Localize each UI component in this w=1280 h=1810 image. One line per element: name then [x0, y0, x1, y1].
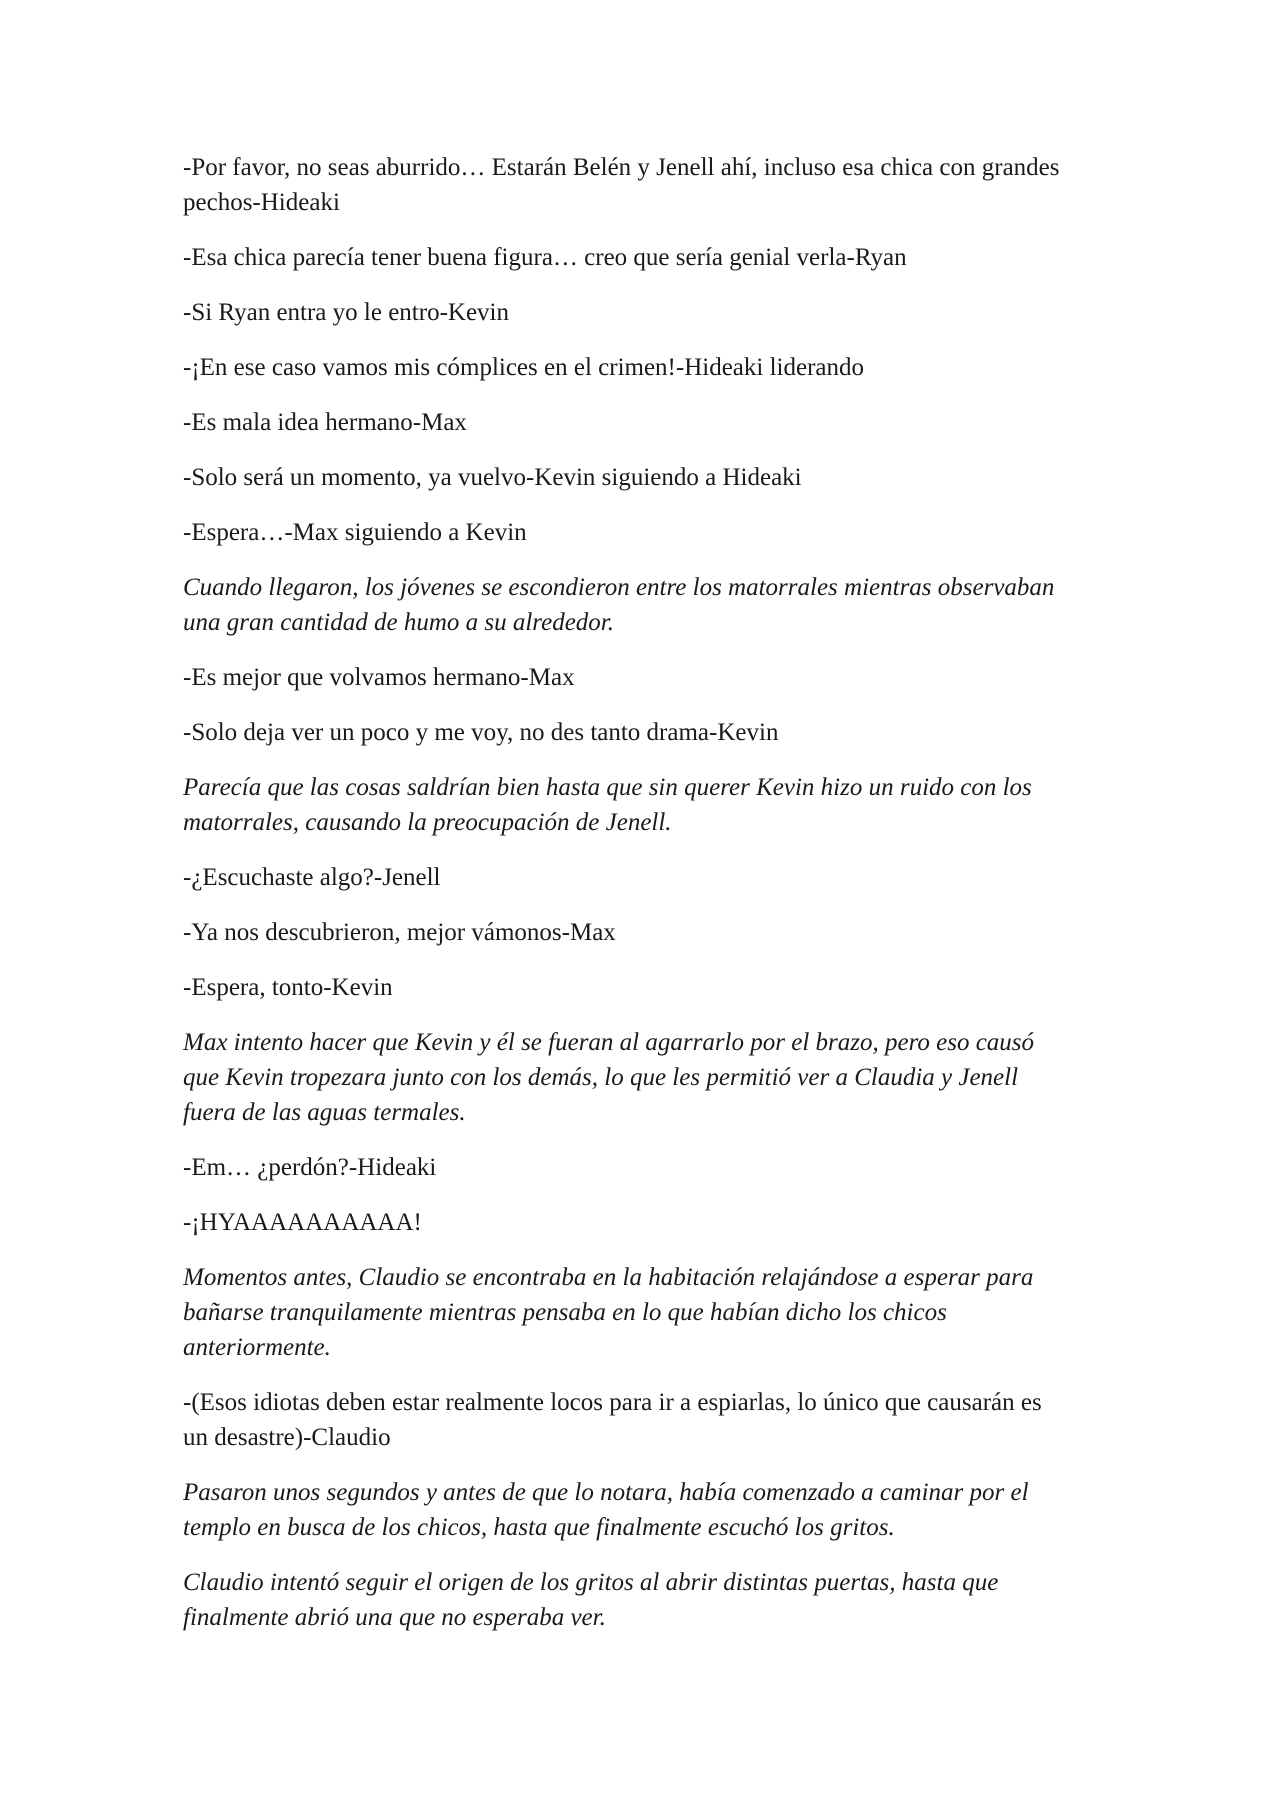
- text-line: Pasaron unos segundos y antes de que lo notara, había comenzado a caminar por el: [183, 1479, 1029, 1506]
- text-line: fuera de las aguas termales.: [183, 1099, 466, 1126]
- text-line: -Ya nos descubrieron, mejor vámonos-Max: [183, 919, 616, 946]
- text-line: -Es mala idea hermano-Max: [183, 409, 467, 436]
- dialogue-paragraph: [183, 295, 1183, 330]
- narration-paragraph: [183, 570, 1183, 640]
- dialogue-paragraph: [183, 1150, 1183, 1185]
- dialogue-paragraph: [183, 1205, 1183, 1240]
- dialogue-paragraph: [183, 405, 1183, 440]
- text-line: -(Esos idiotas deben estar realmente locos para ir a espiarlas, lo único que causarán es: [183, 1389, 1042, 1416]
- text-line: -¡En ese caso vamos mis cómplices en el crimen!-Hideaki liderando: [183, 354, 865, 381]
- text-line: bañarse tranquilamente mientras pensaba en lo que habían dicho los chicos: [183, 1299, 947, 1326]
- text-line: -Espera…-Max siguiendo a Kevin: [183, 519, 527, 546]
- narration-paragraph: [183, 1025, 1183, 1130]
- dialogue-paragraph: [183, 1385, 1183, 1455]
- text-line: una gran cantidad de humo a su alrededor.: [183, 609, 614, 636]
- text-line: Claudio intentó seguir el origen de los gritos al abrir distintas puertas, hasta que: [183, 1569, 999, 1596]
- text-line: matorrales, causando la preocupación de Jenell.: [183, 809, 672, 836]
- text-line: -Solo deja ver un poco y me voy, no des tanto drama-Kevin: [183, 719, 779, 746]
- narration-paragraph: [183, 1565, 1183, 1635]
- text-line: finalmente abrió una que no esperaba ver.: [183, 1604, 606, 1631]
- dialogue-paragraph: [183, 350, 1183, 385]
- text-line: -Es mejor que volvamos hermano-Max: [183, 664, 575, 691]
- text-line: Parecía que las cosas saldrían bien hasta que sin querer Kevin hizo un ruido con los: [183, 774, 1032, 801]
- text-line: Max intento hacer que Kevin y él se fueran al agarrarlo por el brazo, pero eso causó: [183, 1029, 1035, 1056]
- text-line: -Em… ¿perdón?-Hideaki: [183, 1154, 437, 1181]
- text-line: templo en busca de los chicos, hasta que finalmente escuchó los gritos.: [183, 1514, 895, 1541]
- dialogue-paragraph: [183, 970, 1183, 1005]
- text-line: pechos-Hideaki: [183, 189, 340, 216]
- dialogue-paragraph: [183, 150, 1183, 220]
- narration-paragraph: [183, 1260, 1183, 1365]
- text-line: -Por favor, no seas aburrido… Estarán Belén y Jenell ahí, incluso esa chica con grandes: [183, 154, 1060, 181]
- dialogue-paragraph: [183, 460, 1183, 495]
- dialogue-paragraph: [183, 660, 1183, 695]
- text-line: un desastre)-Claudio: [183, 1424, 391, 1451]
- dialogue-paragraph: [183, 515, 1183, 550]
- narration-paragraph: [183, 770, 1183, 840]
- text-line: que Kevin tropezara junto con los demás, lo que les permitió ver a Claudia y Jenell: [183, 1064, 1019, 1091]
- text-line: Cuando llegaron, los jóvenes se escondieron entre los matorrales mientras observaban: [183, 574, 1055, 601]
- dialogue-paragraph: [183, 240, 1183, 275]
- text-line: -Espera, tonto-Kevin: [183, 974, 393, 1001]
- dialogue-paragraph: [183, 715, 1183, 750]
- document-page: [183, 150, 1183, 1655]
- dialogue-paragraph: [183, 860, 1183, 895]
- text-line: anteriormente.: [183, 1334, 331, 1361]
- text-line: -Si Ryan entra yo le entro-Kevin: [183, 299, 509, 326]
- text-line: -¡HYAAAAAAAAAA!: [183, 1209, 422, 1236]
- dialogue-paragraph: [183, 915, 1183, 950]
- text-line: -Esa chica parecía tener buena figura… creo que sería genial verla-Ryan: [183, 244, 907, 271]
- text-line: -Solo será un momento, ya vuelvo-Kevin siguiendo a Hideaki: [183, 464, 802, 491]
- text-line: -¿Escuchaste algo?-Jenell: [183, 864, 441, 891]
- text-line: Momentos antes, Claudio se encontraba en la habitación relajándose a esperar para: [183, 1264, 1034, 1291]
- narration-paragraph: [183, 1475, 1183, 1545]
